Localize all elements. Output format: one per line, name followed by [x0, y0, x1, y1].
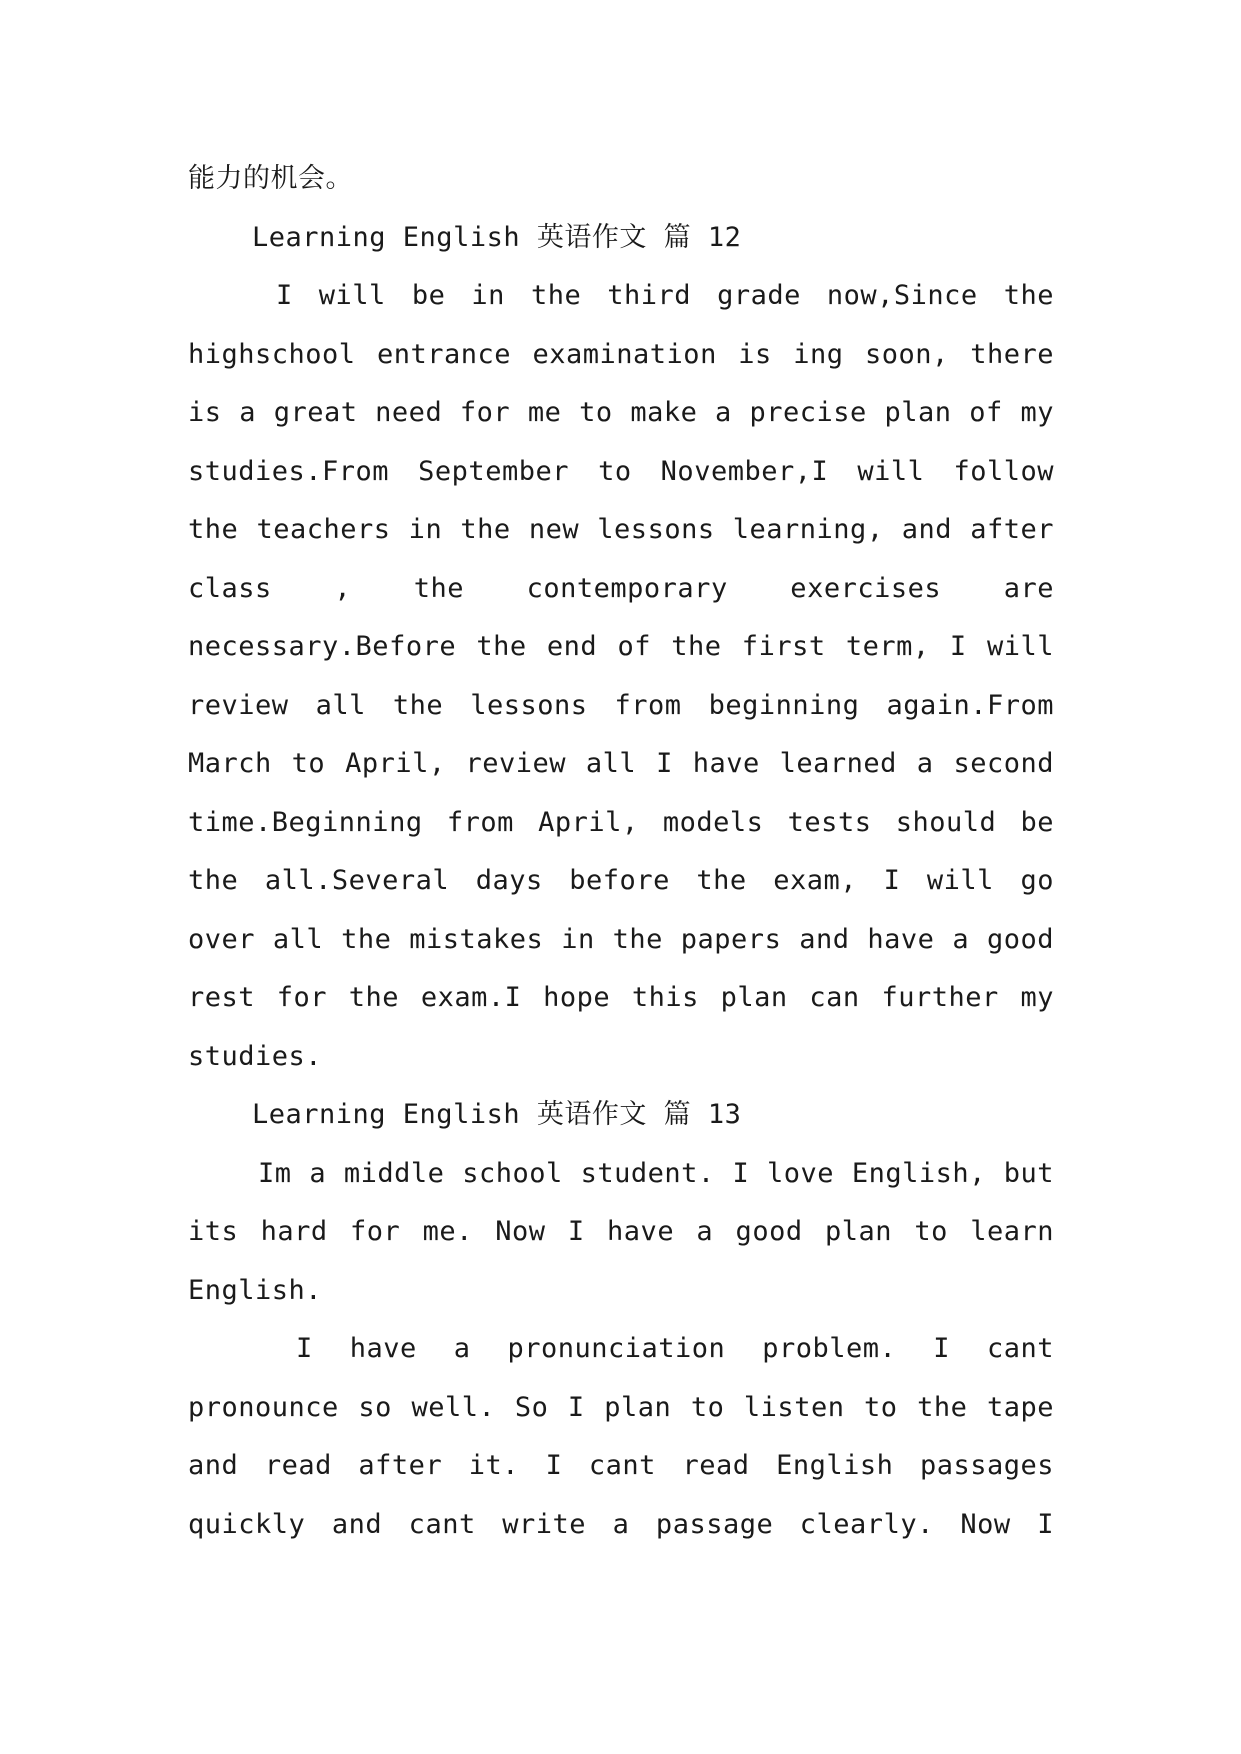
section-heading-13: Learning English 英语作文 篇 13	[252, 1099, 742, 1130]
text-line: rest for the exam.I hope this plan can further my	[188, 982, 1054, 1013]
text-line: necessary.Before the end of the first term, I will	[188, 631, 1054, 662]
text-line: the all.Several days before the exam, I will go	[188, 865, 1054, 896]
section-heading-12: Learning English 英语作文 篇 12	[252, 221, 742, 253]
text-line: 能力的机会。	[188, 163, 353, 194]
text-line: over all the mistakes in the papers and have a good	[188, 923, 1054, 955]
text-line: quickly and cant write a passage clearly. Now I	[188, 1508, 1054, 1540]
text-line: its hard for me. Now I have a good plan to learn	[188, 1216, 1054, 1247]
text-line: I have a pronunciation problem. I cant	[296, 1333, 1054, 1364]
text-line: studies.	[188, 1040, 323, 1072]
text-line: I will be in the third grade now,Since the	[276, 280, 1054, 311]
text-line: review all the lessons from beginning again.From	[188, 689, 1054, 721]
text-line: is a great need for me to make a precise plan of my	[188, 397, 1054, 428]
text-line: Im a middle school student. I love English, but	[258, 1157, 1054, 1189]
text-line: English.	[188, 1274, 323, 1306]
text-line: studies.From September to November,I will follow	[188, 455, 1054, 487]
text-line: pronounce so well. So I plan to listen to the tape	[188, 1391, 1054, 1423]
text-line: class , the contemporary exercises are	[188, 572, 1054, 604]
document-body	[188, 150, 1054, 1554]
text-line: and read after it. I cant read English passages	[188, 1450, 1054, 1481]
text-line: time.Beginning from April, models tests should be	[188, 806, 1054, 838]
text-line: March to April, review all I have learned a second	[188, 748, 1054, 779]
text-line: highschool entrance examination is ing soon, there	[188, 338, 1054, 370]
text-line: the teachers in the new lessons learning, and after	[188, 514, 1054, 545]
